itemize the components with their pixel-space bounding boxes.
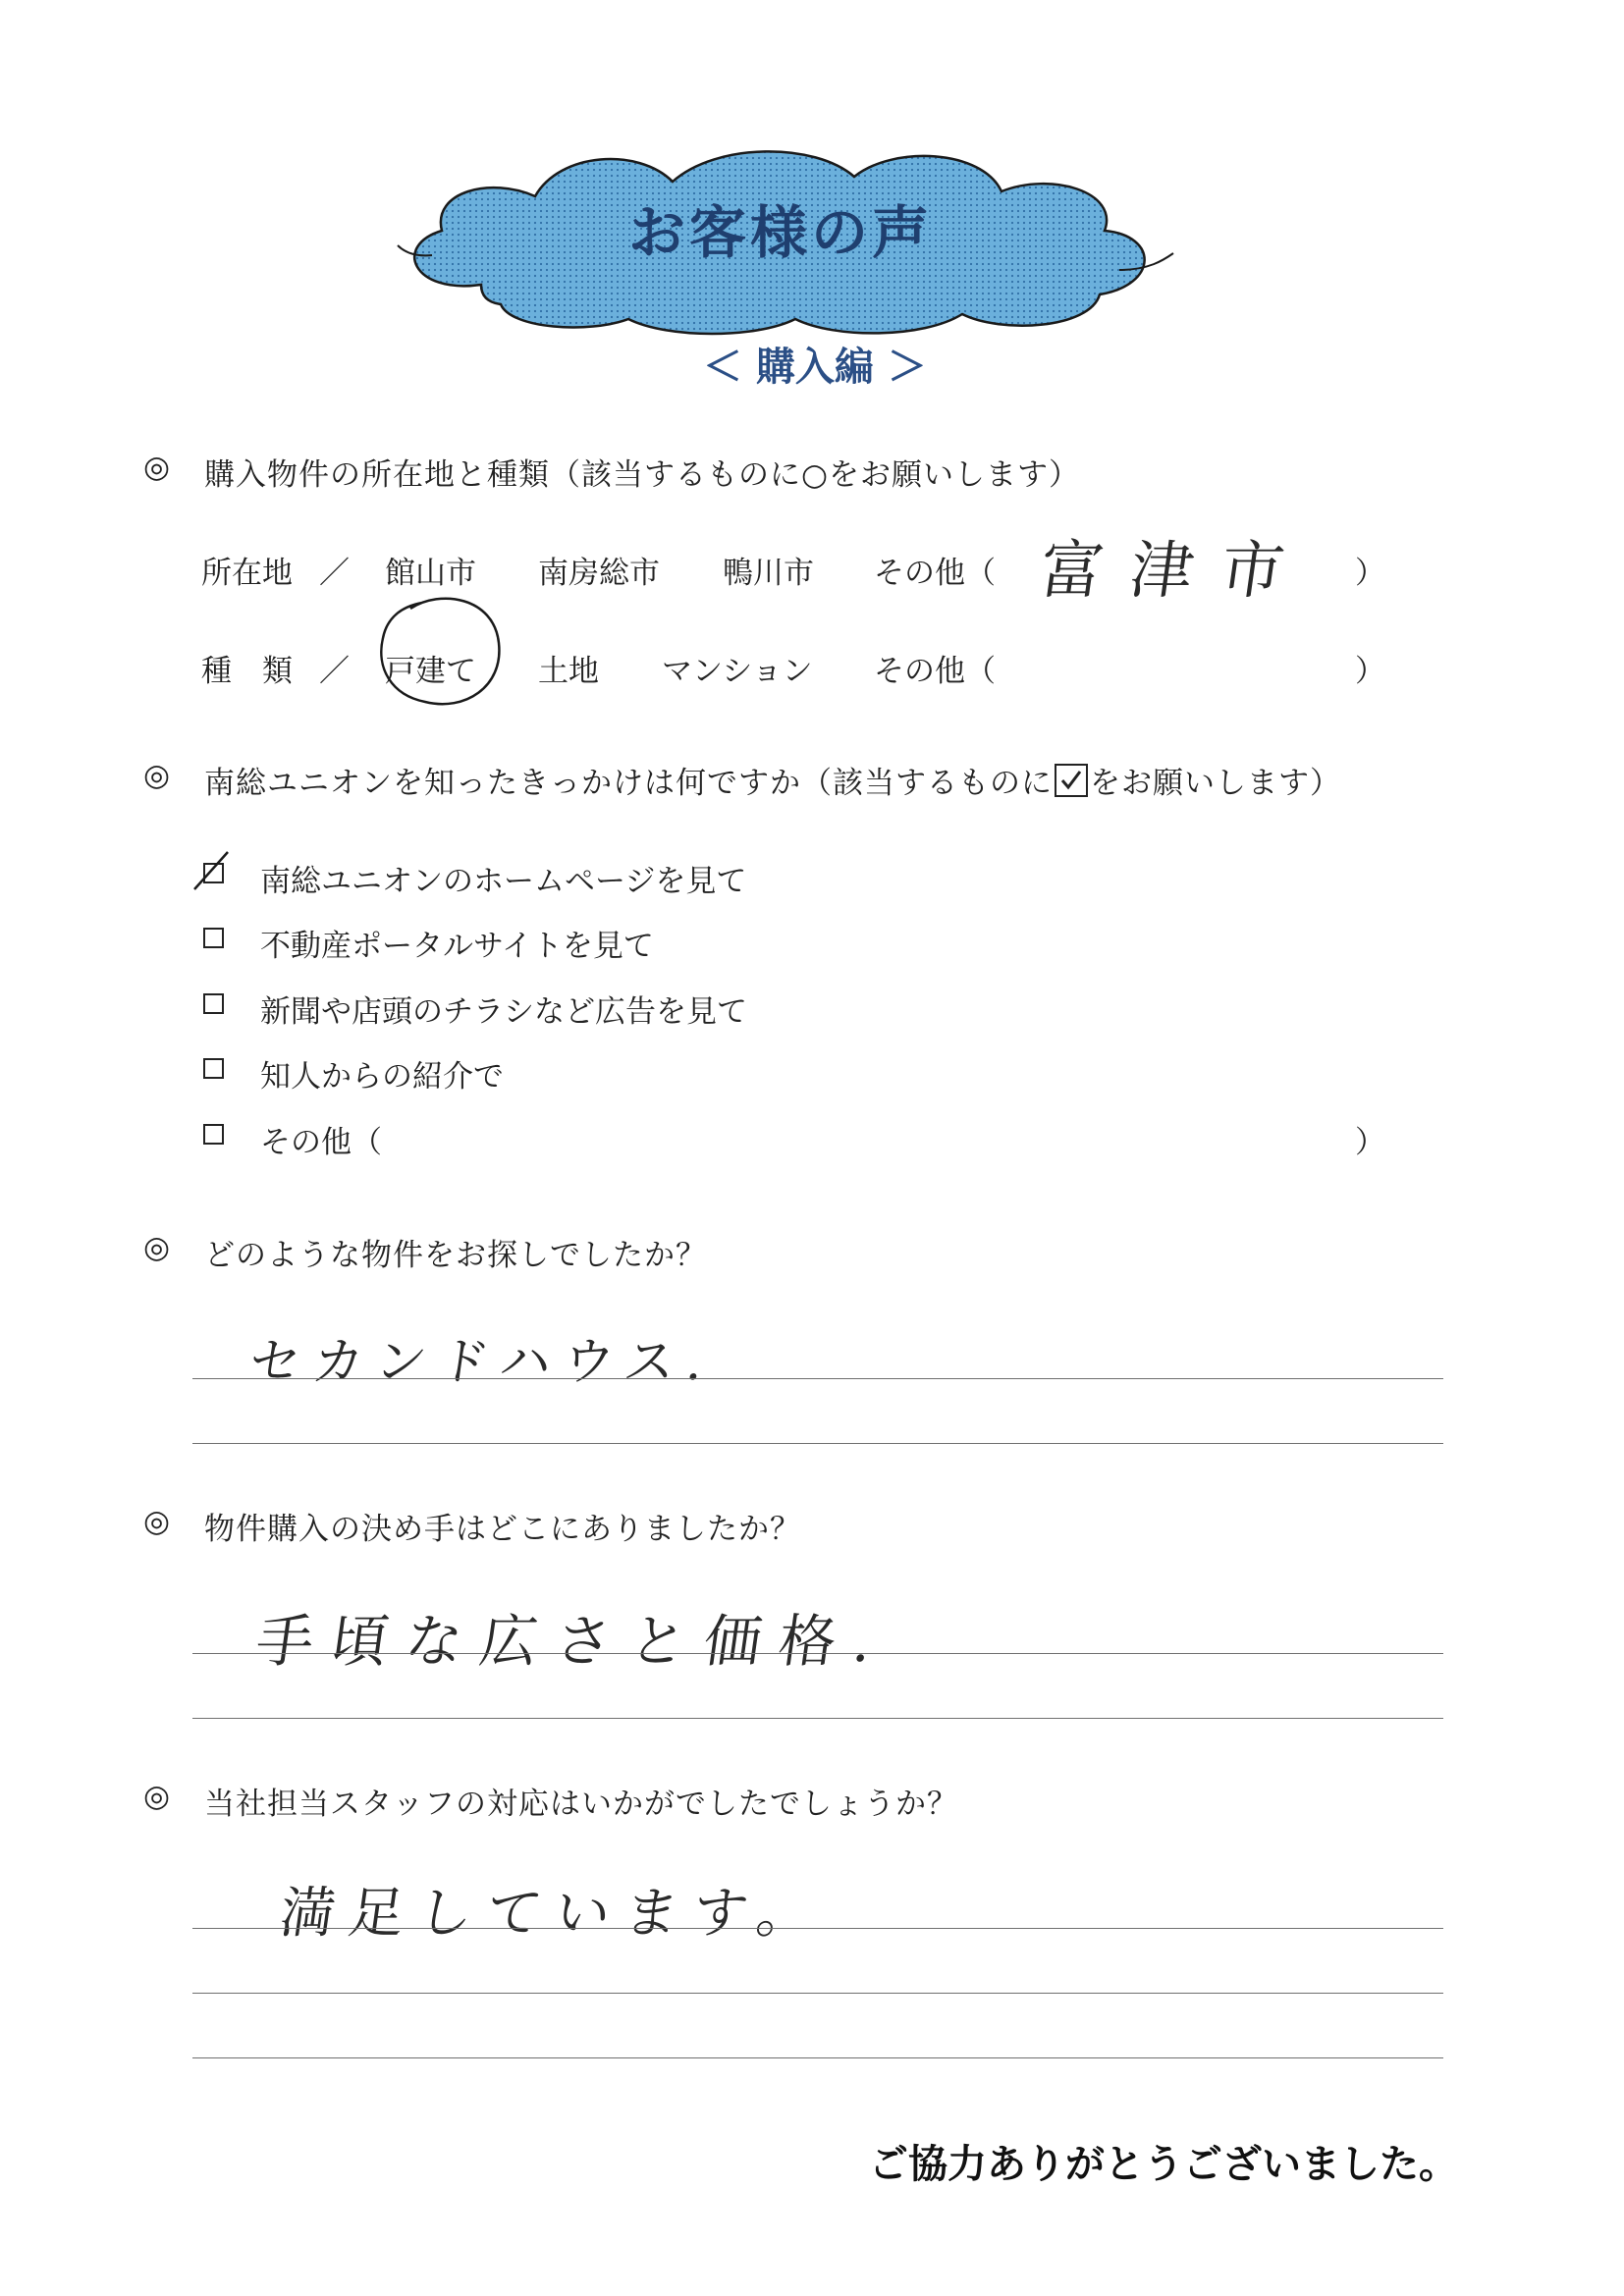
location-slash: ／ (319, 556, 350, 591)
check-stroke-icon (187, 846, 236, 895)
q5-mark: ◎ (143, 1779, 172, 1814)
location-other-answer: 富津市 (1034, 535, 1317, 608)
q3-question: どのような物件をお探しでしたか？ (204, 1238, 707, 1273)
option-label-homepage: 南総ユニオンのホームページを見て (260, 864, 747, 899)
q2-question (204, 758, 1341, 802)
location-option-tateyama[interactable]: 館山市 (385, 556, 476, 591)
q2-mark: ◎ (143, 758, 172, 793)
thanks-message: ご協力ありがとうございました。 (869, 2142, 1458, 2187)
q3-answer: セカンドハウス. (245, 1333, 720, 1392)
option-label-referral: 知人からの紹介で (260, 1059, 504, 1095)
type-circle-mark (371, 589, 518, 717)
answer-line (192, 1993, 1443, 1994)
option-label-portal: 不動産ポータルサイトを見て (260, 929, 654, 964)
answer-line (192, 1718, 1443, 1719)
answer-line (192, 1928, 1443, 1929)
answer-line (192, 1653, 1443, 1654)
option-checkbox-other[interactable] (203, 1124, 224, 1145)
q1-mark: ◎ (143, 450, 172, 485)
q4-question: 物件購入の決め手はどこにありましたか？ (204, 1512, 801, 1547)
type-option-detached[interactable]: 戸建て (385, 654, 476, 689)
location-option-kamogawa[interactable]: 鴨川市 (723, 556, 814, 591)
option-checkbox-flyer[interactable] (203, 993, 224, 1014)
option-label-flyer: 新聞や店頭のチラシなど広告を見て (260, 994, 747, 1030)
option-other-close: ） (1355, 1125, 1385, 1160)
q4-mark: ◎ (143, 1504, 172, 1539)
type-option-condo[interactable]: マンション (662, 654, 813, 689)
type-label: 種 類 (201, 654, 293, 689)
q2-question-after: をお願いします） (1090, 766, 1341, 801)
type-option-land[interactable]: 土地 (538, 654, 599, 689)
option-checkbox-portal[interactable] (203, 928, 224, 948)
location-other-close: ） (1355, 556, 1385, 591)
type-other-label: その他（ (874, 654, 996, 689)
page-subtitle: ＜ 購入編 ＞ (703, 345, 927, 390)
location-label: 所在地 (201, 556, 293, 591)
q2-question-before: 南総ユニオンを知ったきっかけは何ですか（該当するものに (204, 766, 1053, 801)
q1-question: 購入物件の所在地と種類（該当するものに○をお願いします） (204, 457, 1081, 493)
q5-question: 当社担当スタッフの対応はいかがでしたでしょうか？ (204, 1787, 958, 1822)
option-label-other: その他（ (260, 1125, 382, 1160)
type-other-close: ） (1355, 654, 1385, 689)
type-slash: ／ (319, 654, 350, 689)
q4-answer: 手頃な広さと価格. (251, 1608, 894, 1675)
checkmark-icon (1055, 764, 1088, 797)
q5-answer: 満足しています。 (275, 1882, 831, 1946)
location-option-minamiboso[interactable]: 南房総市 (538, 556, 660, 591)
option-checkbox-referral[interactable] (203, 1058, 224, 1079)
answer-line (192, 1443, 1443, 1444)
answer-line (192, 2057, 1443, 2058)
q3-mark: ◎ (143, 1230, 172, 1265)
answer-line (192, 1378, 1443, 1379)
location-other-label: その他（ (874, 556, 996, 591)
page-title: お客様の声 (628, 199, 934, 266)
